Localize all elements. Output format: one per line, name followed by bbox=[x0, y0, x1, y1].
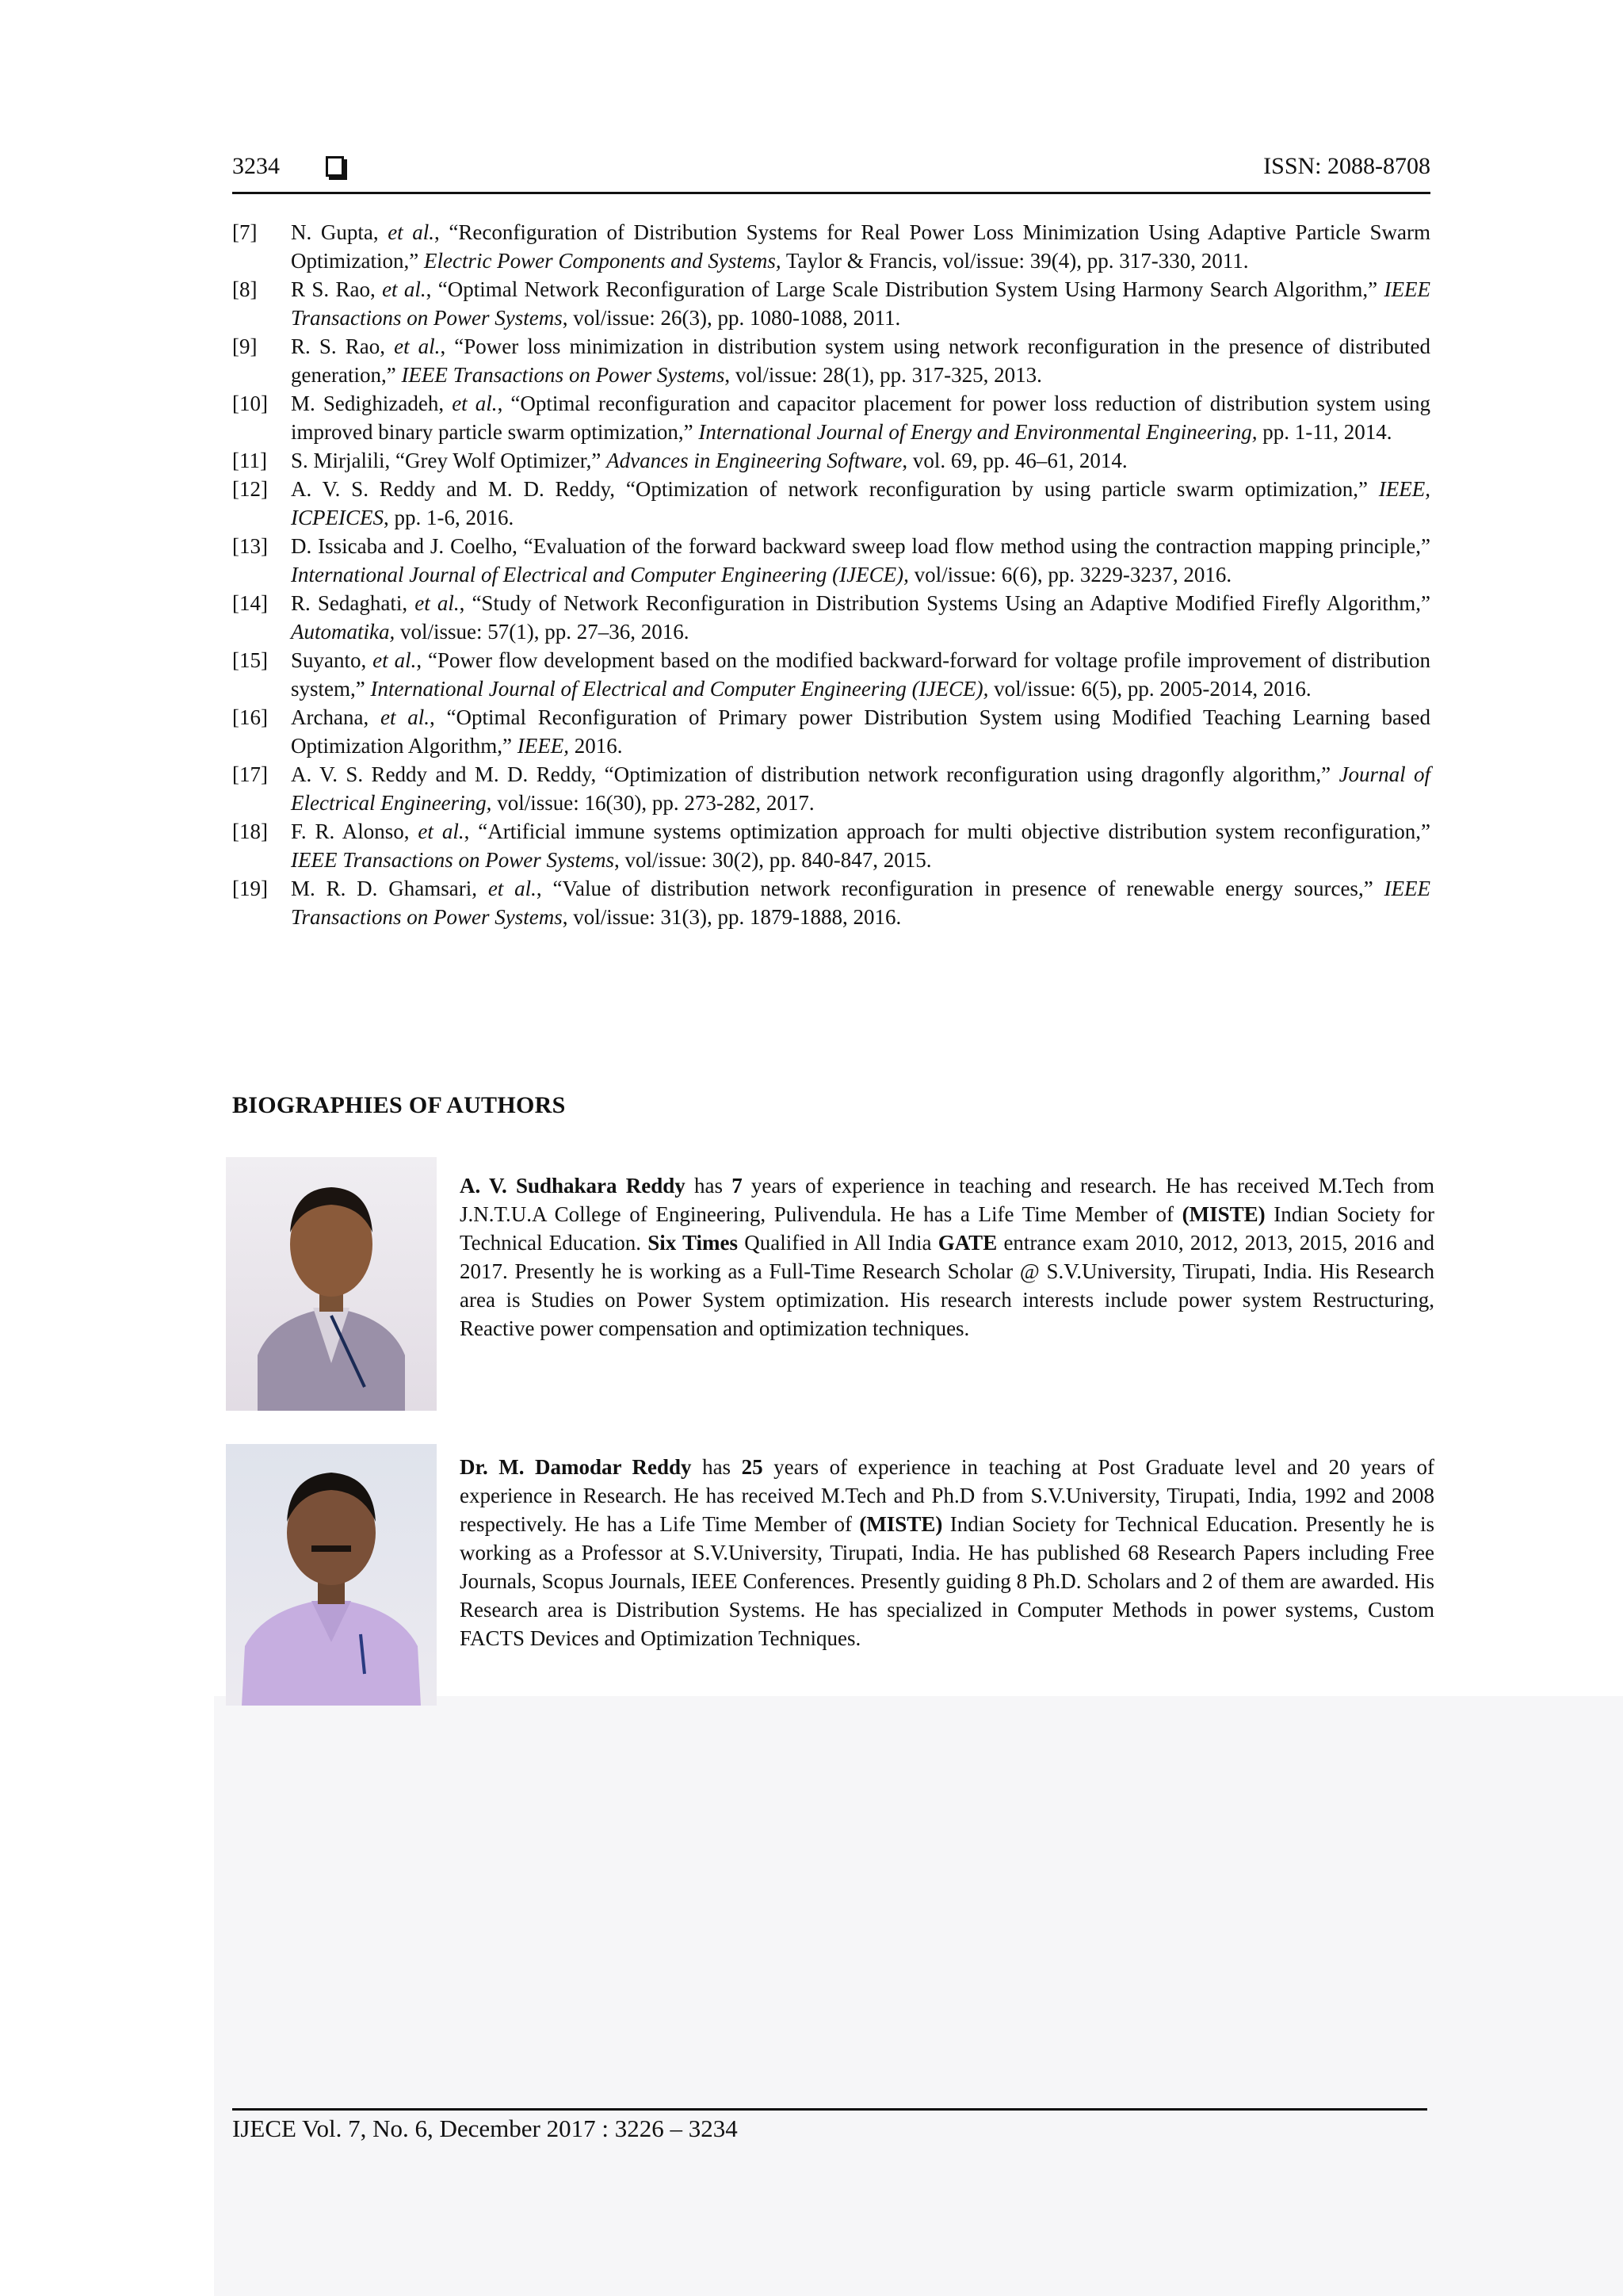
reference-item bbox=[232, 589, 1430, 646]
reference-number: [11] bbox=[232, 449, 267, 472]
reference-number: [19] bbox=[232, 877, 268, 900]
reference-text: R S. Rao, et al., “Optimal Network Reconfiguration of Large Scale Distribution System Using Harmony Search Algorithm,” IEEE Transactions on Power Systems, vol/issue: 26(3), pp. 1080-1088, 2011. bbox=[291, 277, 1430, 330]
reference-item bbox=[232, 332, 1430, 389]
author2-biography: Dr. M. Damodar Reddy has 25 years of experience in teaching at Post Graduate level and 20 years of experience in Research. He has received M.Tech and Ph.D from S.V.University, Tirupati, India, 1992 and 2008 respectively. He has a Life Time Member of (MISTE) Indian Society for Technical Education. Presently he is working as a Professor at S.V.University, Tirupati, India. He has published 68 Research Papers including Free Journals, Scopus Journals, IEEE Conferences. Presently guiding 8 Ph.D. Scholars and 2 of them are awarded. His Research area is Distribution Systems. He has specialized in Computer Methods in power systems, Custom FACTS Devices and Optimization Techniques. bbox=[460, 1455, 1434, 1650]
reference-text: A. V. S. Reddy and M. D. Reddy, “Optimization of network reconfiguration by using particle swarm optimization,” IEEE, ICPEICES, pp. 1-6, 2016. bbox=[291, 477, 1430, 529]
author1-name: A. V. Sudhakara Reddy bbox=[460, 1174, 685, 1198]
biographies-heading: BIOGRAPHIES OF AUTHORS bbox=[232, 1092, 566, 1118]
reference-text: Suyanto, et al., “Power flow development based on the modified backward-forward for voltage profile improvement of distribution system,” International Journal of Electrical and Computer Engineering (IJECE), vol/issue: 6(5), pp. 2005-2014, 2016. bbox=[291, 648, 1430, 701]
reference-item bbox=[232, 874, 1430, 931]
reference-number: [15] bbox=[232, 648, 268, 672]
reference-number: [14] bbox=[232, 591, 268, 615]
reference-list bbox=[232, 218, 1430, 931]
reference-text: R. S. Rao, et al., “Power loss minimization in distribution system using network reconfiguration in the presence of distributed generation,” IEEE Transactions on Power Systems, vol/issue: 28(1), pp. 317-325, 2013. bbox=[291, 334, 1430, 387]
page-header bbox=[232, 153, 1430, 194]
header-rule bbox=[232, 192, 1430, 194]
footer-citation: IJECE Vol. 7, No. 6, December 2017 : 3226 – 3234 bbox=[232, 2115, 738, 2142]
reference-item bbox=[232, 817, 1430, 874]
reference-number: [16] bbox=[232, 705, 268, 729]
reference-text: S. Mirjalili, “Grey Wolf Optimizer,” Advances in Engineering Software, vol. 69, pp. 46–61, 2014. bbox=[291, 449, 1128, 472]
reference-number: [18] bbox=[232, 819, 268, 843]
checkbox-square-icon bbox=[326, 156, 344, 177]
author1-biography: A. V. Sudhakara Reddy has 7 years of experience in teaching and research. He has received M.Tech from J.N.T.U.A College of Engineering, Pulivendula. He has a Life Time Member of (MISTE) Indian Society for Technical Education. Six Times Qualified in All India GATE entrance exam 2010, 2012, 2013, 2015, 2016 and 2017. Presently he is working as a Full-Time Research Scholar @ S.V.University, Tirupati, India. His Research area is Studies on Power System optimization. His research interests include power system Restructuring, Reactive power compensation and optimization techniques. bbox=[460, 1174, 1435, 1340]
reference-text: N. Gupta, et al., “Reconfiguration of Distribution Systems for Real Power Loss Minimization Using Adaptive Particle Swarm Optimization,” Electric Power Components and Systems, Taylor & Francis, vol/issue: 39(4), pp. 317-330, 2011. bbox=[291, 220, 1430, 273]
reference-number: [7] bbox=[232, 220, 258, 244]
reference-item bbox=[232, 646, 1430, 703]
author2-name: Dr. M. Damodar Reddy bbox=[460, 1455, 692, 1479]
reference-item bbox=[232, 475, 1430, 532]
footer-rule bbox=[232, 2108, 1427, 2111]
reference-number: [9] bbox=[232, 334, 258, 358]
reference-text: F. R. Alonso, et al., “Artificial immune systems optimization approach for multi objective distribution system reconfiguration,” IEEE Transactions on Power Systems, vol/issue: 30(2), pp. 840-847, 2015. bbox=[291, 819, 1430, 872]
reference-number: [13] bbox=[232, 534, 268, 558]
reference-number: [8] bbox=[232, 277, 258, 301]
reference-item bbox=[232, 760, 1430, 817]
reference-item bbox=[232, 218, 1430, 275]
reference-text: D. Issicaba and J. Coelho, “Evaluation of the forward backward sweep load flow method using the contraction mapping principle,” International Journal of Electrical and Computer Engineering (IJECE), vol/issue: 6(6), pp. 3229-3237, 2016. bbox=[291, 534, 1430, 586]
reference-item bbox=[232, 389, 1430, 446]
reference-text: M. R. D. Ghamsari, et al., “Value of distribution network reconfiguration in presence of renewable energy sources,” IEEE Transactions on Power Systems, vol/issue: 31(3), pp. 1879-1888, 2016. bbox=[291, 877, 1430, 929]
author1-photo bbox=[226, 1157, 437, 1411]
reference-item bbox=[232, 532, 1430, 589]
reference-text: A. V. S. Reddy and M. D. Reddy, “Optimization of distribution network reconfiguration using dragonfly algorithm,” Journal of Electrical Engineering, vol/issue: 16(30), pp. 273-282, 2017. bbox=[291, 762, 1430, 815]
page-number: 3234 bbox=[232, 153, 280, 179]
reference-text: R. Sedaghati, et al., “Study of Network Reconfiguration in Distribution Systems Using an Adaptive Modified Firefly Algorithm,” Automatika, vol/issue: 57(1), pp. 27–36, 2016. bbox=[291, 591, 1430, 644]
author2-photo bbox=[226, 1444, 437, 1706]
issn-label: ISSN: 2088-8708 bbox=[1263, 153, 1430, 179]
reference-text: M. Sedighizadeh, et al., “Optimal reconfiguration and capacitor placement for power loss reduction of distribution system using improved binary particle swarm optimization,” International Journal of Energy and Environmental Engineering, pp. 1-11, 2014. bbox=[291, 392, 1430, 444]
reference-item bbox=[232, 446, 1430, 475]
page-background-lower bbox=[214, 1696, 1623, 2296]
reference-number: [17] bbox=[232, 762, 268, 786]
reference-item bbox=[232, 703, 1430, 760]
reference-number: [12] bbox=[232, 477, 268, 501]
reference-item bbox=[232, 275, 1430, 332]
reference-text: Archana, et al., “Optimal Reconfiguration of Primary power Distribution System using Modified Teaching Learning based Optimization Algorithm,” IEEE, 2016. bbox=[291, 705, 1430, 758]
reference-number: [10] bbox=[232, 392, 268, 415]
